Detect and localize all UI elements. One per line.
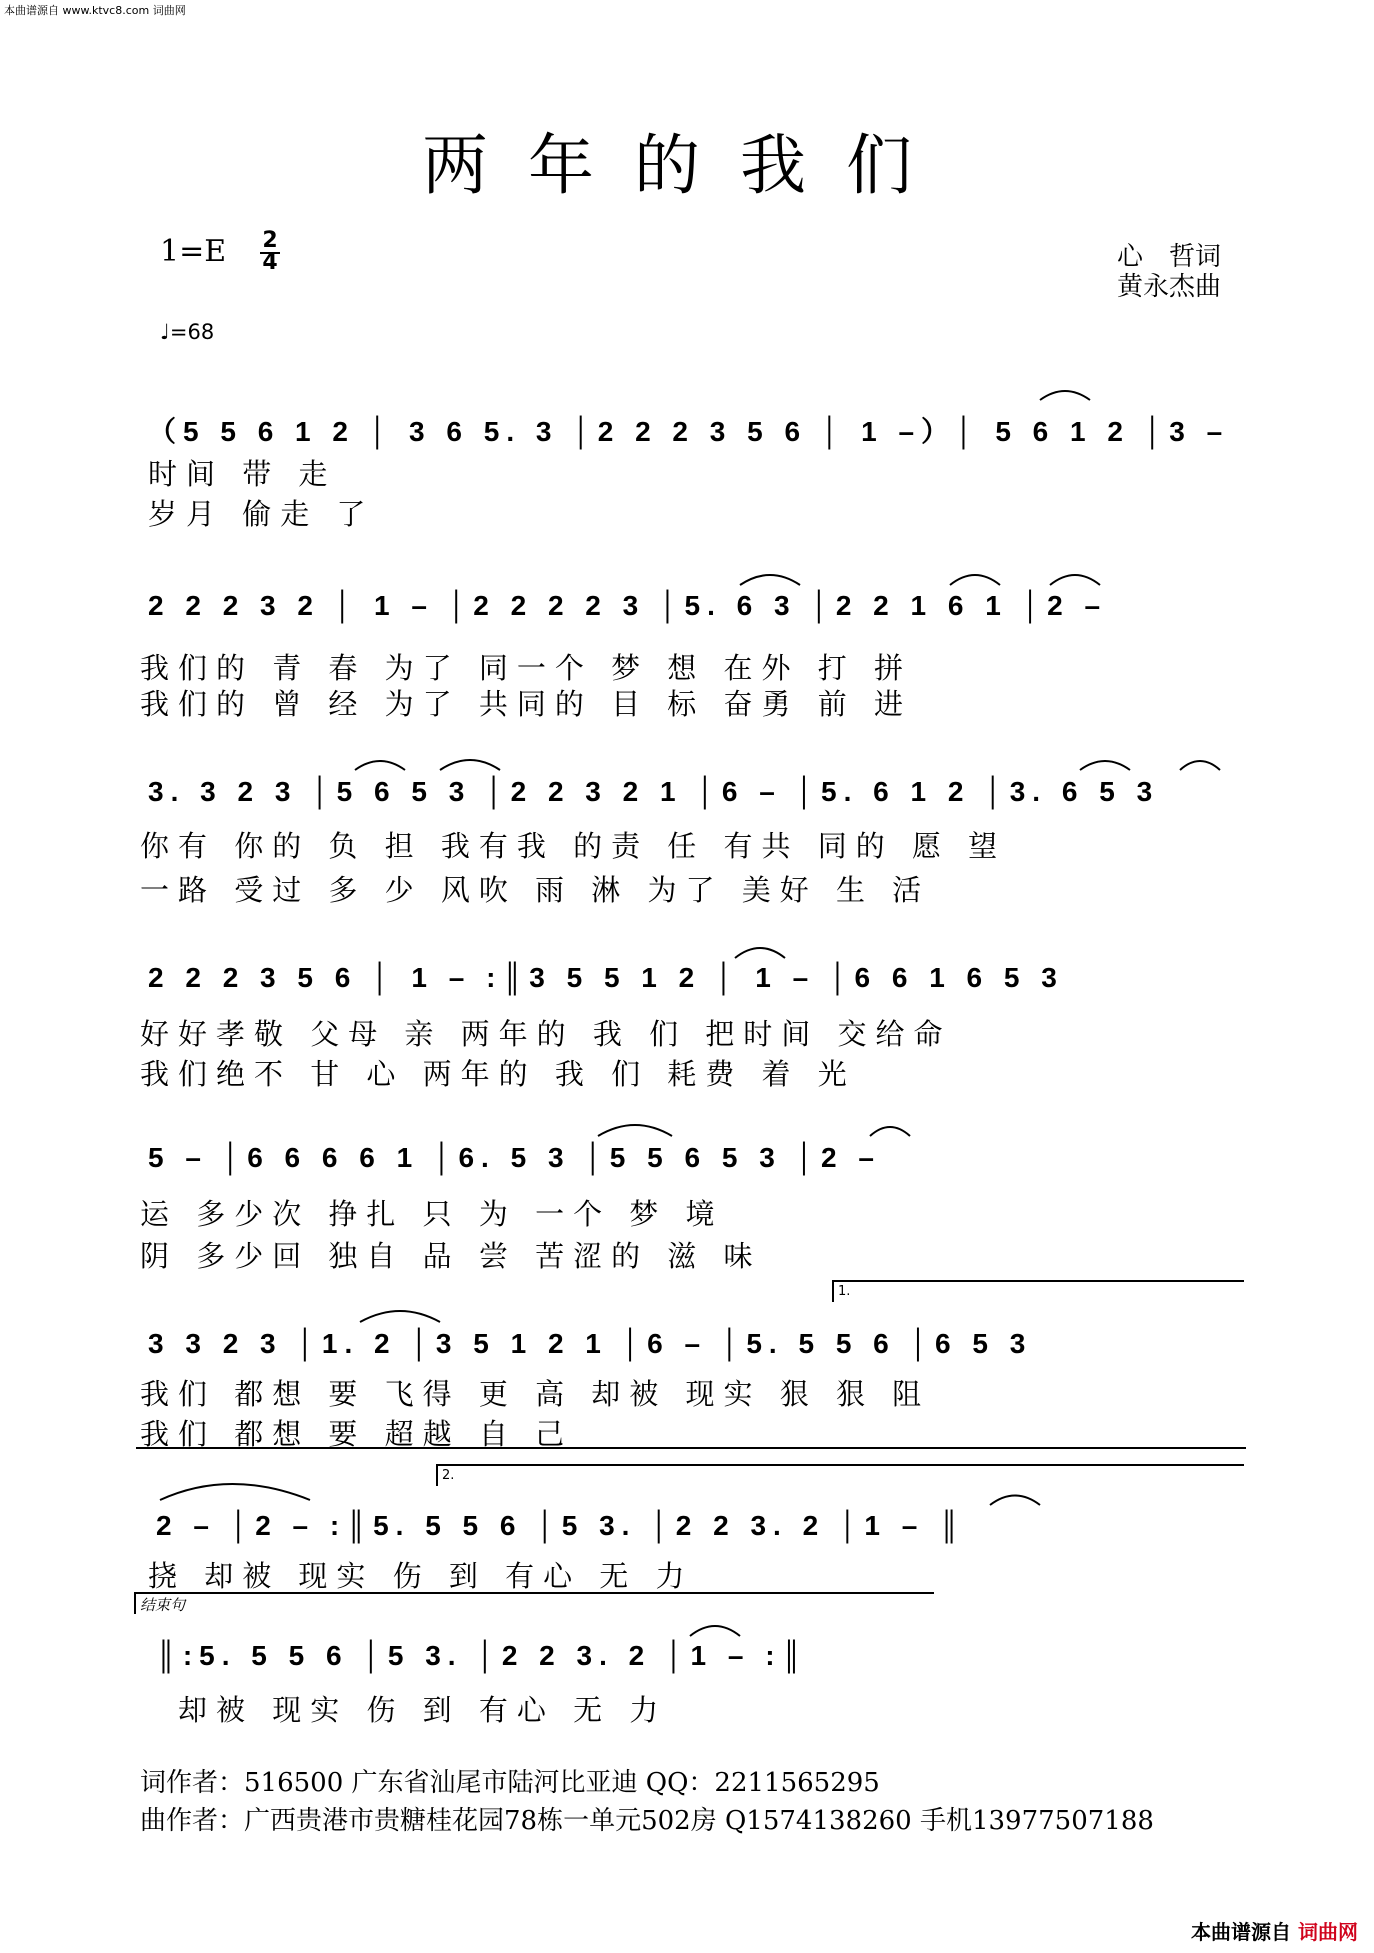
lyric-row-6-verse-2: 我们 都想 要 超越 自 己 — [140, 1417, 574, 1451]
source-header: 本曲谱源自 www.ktvc8.com 词曲网 — [4, 4, 186, 17]
notation-row-5: 5 – │6 6 6 6 1 │6. 5 3 │5 5 6 5 3 │2 – — [148, 1142, 881, 1173]
lyric-row-5-verse-1: 运 多少次 挣扎 只 为 一个 梦 境 — [140, 1197, 724, 1231]
volta-2-label: 2. — [442, 1468, 455, 1483]
lyricist-contact: 词作者：516500 广东省汕尾市陆河比亚迪 QQ：2211565295 — [140, 1768, 880, 1798]
key-signature: 1=E — [160, 234, 227, 269]
lyric-row-2-verse-2: 我们的 曾 经 为了 共同的 目 标 奋勇 前 进 — [140, 687, 912, 721]
notation-row-8: ║:5. 5 5 6 │5 3. │2 2 3. 2 │1 – :║ — [156, 1640, 809, 1671]
notation-row-1: （5 5 6 1 2 │ 3 6 5. 3 │2 2 2 3 5 6 │ 1 –）│ 5 6 1 2 │3 – — [148, 416, 1230, 447]
lyric-row-4-verse-2: 我们绝不 甘 心 两年的 我 们 耗费 着 光 — [140, 1057, 856, 1091]
song-title: 两年的我们 — [422, 127, 952, 204]
volta-1-label: 1. — [838, 1284, 851, 1299]
lyric-row-7: 挠 却被 现实 伤 到 有心 无 力 — [148, 1559, 694, 1593]
time-signature-bottom: 4 — [262, 250, 278, 275]
ending-label: 结束句 — [140, 1596, 186, 1614]
notation-row-6: 3 3 2 3 │1. 2 │3 5 1 2 1 │6 – │5. 5 5 6 │6 5 3 — [148, 1328, 1033, 1359]
lyric-row-4-verse-1: 好好孝敬 父母 亲 两年的 我 们 把时间 交给命 — [140, 1017, 952, 1051]
lyric-row-6-verse-1: 我们 都想 要 飞得 更 高 却被 现实 狠 狠 阻 — [140, 1377, 931, 1411]
lyric-row-5-verse-2: 阴 多少回 独自 品 尝 苦涩的 滋 味 — [140, 1239, 762, 1273]
notation-row-4: 2 2 2 3 5 6 │ 1 – :║3 5 5 1 2 │ 1 – │6 6 1 6 5 3 — [148, 962, 1064, 993]
brand-right-text: 词曲网 — [1298, 1920, 1358, 1944]
lyric-row-3-verse-1: 你有 你的 负 担 我有我 的责 任 有共 同的 愿 望 — [140, 829, 1007, 863]
time-signature-top: 2 — [262, 228, 278, 253]
lyric-row-1-verse-2: 岁月 偷走 了 — [148, 497, 375, 531]
composer-contact: 曲作者：广西贵港市贵糖桂花园78栋一单元502房 Q1574138260 手机13977507188 — [140, 1806, 1154, 1836]
notation-row-2: 2 2 2 3 2 │ 1 – │2 2 2 2 3 │5. 6 3 │2 2 1 6 1 │2 – — [148, 590, 1108, 621]
notation-row-7: 2 – │2 – :║5. 5 5 6 │5 3. │2 2 3. 2 │1 – ║ — [156, 1510, 966, 1541]
composer-credit: 黄永杰曲 — [1116, 272, 1221, 302]
tempo-marking: ♩=68 — [160, 320, 215, 344]
lyric-row-1-verse-1: 时间 带 走 — [148, 457, 337, 491]
brand-left-text: 本曲谱源自 — [1191, 1920, 1292, 1944]
lyric-row-2-verse-1: 我们的 青 春 为了 同一个 梦 想 在外 打 拼 — [140, 651, 912, 685]
lyric-row-3-verse-2: 一路 受过 多 少 风吹 雨 淋 为了 美好 生 活 — [140, 873, 931, 907]
lyricist-credit: 心 哲词 — [1116, 242, 1221, 272]
notation-row-3: 3. 3 2 3 │5 6 5 3 │2 2 3 2 1 │6 – │5. 6 1 2 │3. 6 5 3 — [148, 776, 1160, 807]
lyric-row-8: 却被 现实 伤 到 有心 无 力 — [178, 1693, 668, 1727]
